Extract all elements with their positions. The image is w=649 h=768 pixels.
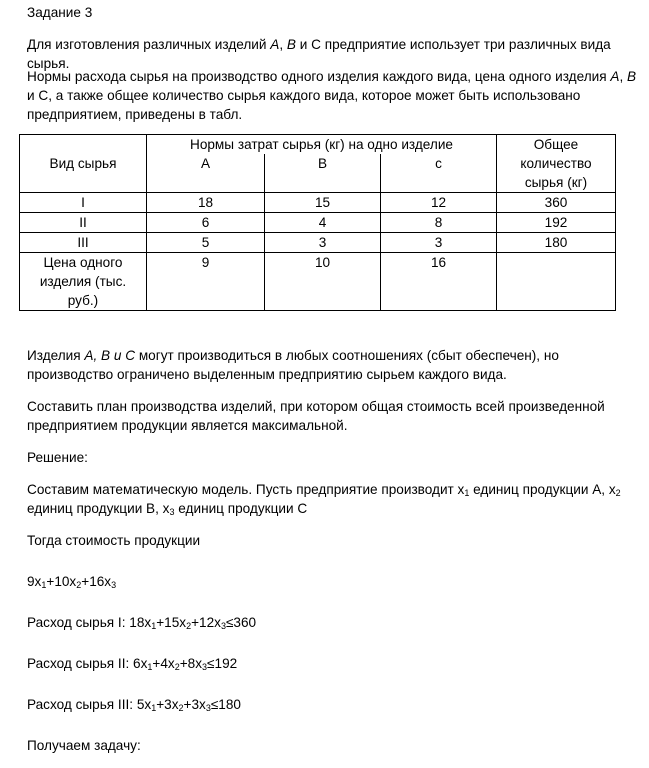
rhs: ≤360 [225,615,257,630]
text: единиц продукции А, x [469,482,616,497]
price-label: Цена одного изделия (тыс. руб.) [20,253,147,311]
header-raw-type [20,135,147,193]
text: Нормы расхода сырья на производство одного изделия каждого вида, цена одного изделия [27,69,611,84]
table-row [20,213,616,233]
table-row [20,233,616,253]
term: +15x [156,615,187,630]
term: 9x [27,574,42,589]
price-a: 9 [147,253,265,311]
product-b: В [627,69,637,84]
table-header-row [20,135,616,155]
header-col-c: с [381,154,497,193]
subscript: 3 [202,662,208,672]
subscript: 3 [111,580,117,590]
product-b: В [286,37,296,52]
row-name: II [20,213,147,233]
cell-a: 18 [147,193,265,213]
price-total [497,253,616,311]
table-row-price [20,253,616,311]
cell-total: 180 [497,233,616,253]
subscript: 2 [178,703,184,713]
subscript: 1 [464,488,470,498]
text: предприятие использует три различных вида сырья. [27,37,611,71]
solution-section [27,346,642,768]
task-title: Задание 3 [27,5,93,20]
objective-function [27,572,642,591]
term: +16x [81,574,112,589]
final-line: Получаем задачу: [27,738,141,753]
cost-intro: Тогда стоимость продукции [27,533,201,548]
text: , [279,37,287,52]
subscript: 2 [615,488,621,498]
term: +10x [46,574,77,589]
header-raw-type-text: Вид сырья [49,156,117,171]
cell-total: 360 [497,193,616,213]
term: 18x [129,615,152,630]
header-col-b: В [265,154,381,193]
solution-label: Решение: [27,450,88,465]
goal-paragraph: Составить план производства изделий, при котором общая стоимость всей произведенной предприятием продукции является максимальной. [27,399,605,433]
header-norms-group: Нормы затрат сырья (кг) на одно изделие [147,135,497,155]
text: С, а также общее количество сырья каждого вида, которое может быть использовано предприятием, приведены в табл. [27,88,581,122]
term: +3x [156,697,179,712]
subscript: 1 [151,703,157,713]
subscript: 2 [76,580,82,590]
price-c: 16 [381,253,497,311]
rhs: ≤180 [210,697,241,712]
cell-c: 3 [381,233,497,253]
subscript: 3 [169,507,175,517]
constraint-1 [27,613,642,632]
subscript: 2 [186,621,192,631]
table-row [20,193,616,213]
text: могут производиться в любых соотношениях (сбыт обеспечен), но производство ограничено выделенным предприятию сырьем каждого вида. [27,348,559,382]
term: +8x [179,656,203,671]
text: Составим математическую модель. Пусть предприятие производит x [27,482,465,497]
product-c: С [311,37,321,52]
term: +12x [191,615,221,630]
cell-b: 4 [265,213,381,233]
row-name: I [20,193,147,213]
text: единиц продукции С [174,501,308,516]
cell-b: 3 [265,233,381,253]
subscript: 3 [205,703,211,713]
text: и [296,37,312,52]
constraint-3 [27,695,642,714]
products-abc: А, В и С [84,348,136,363]
rhs: ≤192 [207,656,238,671]
product-a: А [610,69,620,84]
subscript: 2 [174,662,180,672]
cell-c: 12 [381,193,497,213]
constraint-label: Расход сырья II: [27,656,134,671]
subscript: 1 [41,580,47,590]
norms-table [19,134,616,311]
term: 6x [133,656,148,671]
row-name: III [20,233,147,253]
constraint-2 [27,654,642,673]
constraint-label: Расход сырья III: [27,697,137,712]
cell-a: 5 [147,233,265,253]
term: +4x [152,656,175,671]
cell-a: 6 [147,213,265,233]
header-total: Общее количество сырья (кг) [497,135,616,193]
text: единиц продукции В, x [27,501,170,516]
cell-b: 15 [265,193,381,213]
price-b: 10 [265,253,381,311]
model-paragraph [27,480,642,518]
text: , [619,69,628,84]
term: 5x [136,697,152,712]
cell-c: 8 [381,213,497,233]
text: и [27,88,39,103]
header-col-a: А [147,154,265,193]
text: Для изготовления различных изделий [27,37,271,52]
subscript: 3 [220,621,226,631]
text: Изделия [27,348,85,363]
term: +3x [183,697,206,712]
norms-paragraph [27,67,642,124]
cell-total: 192 [497,213,616,233]
conditions-paragraph [27,346,642,384]
product-a: А [270,37,280,52]
constraint-label: Расход сырья I: [27,615,130,630]
subscript: 1 [147,662,153,672]
subscript: 1 [151,621,157,631]
